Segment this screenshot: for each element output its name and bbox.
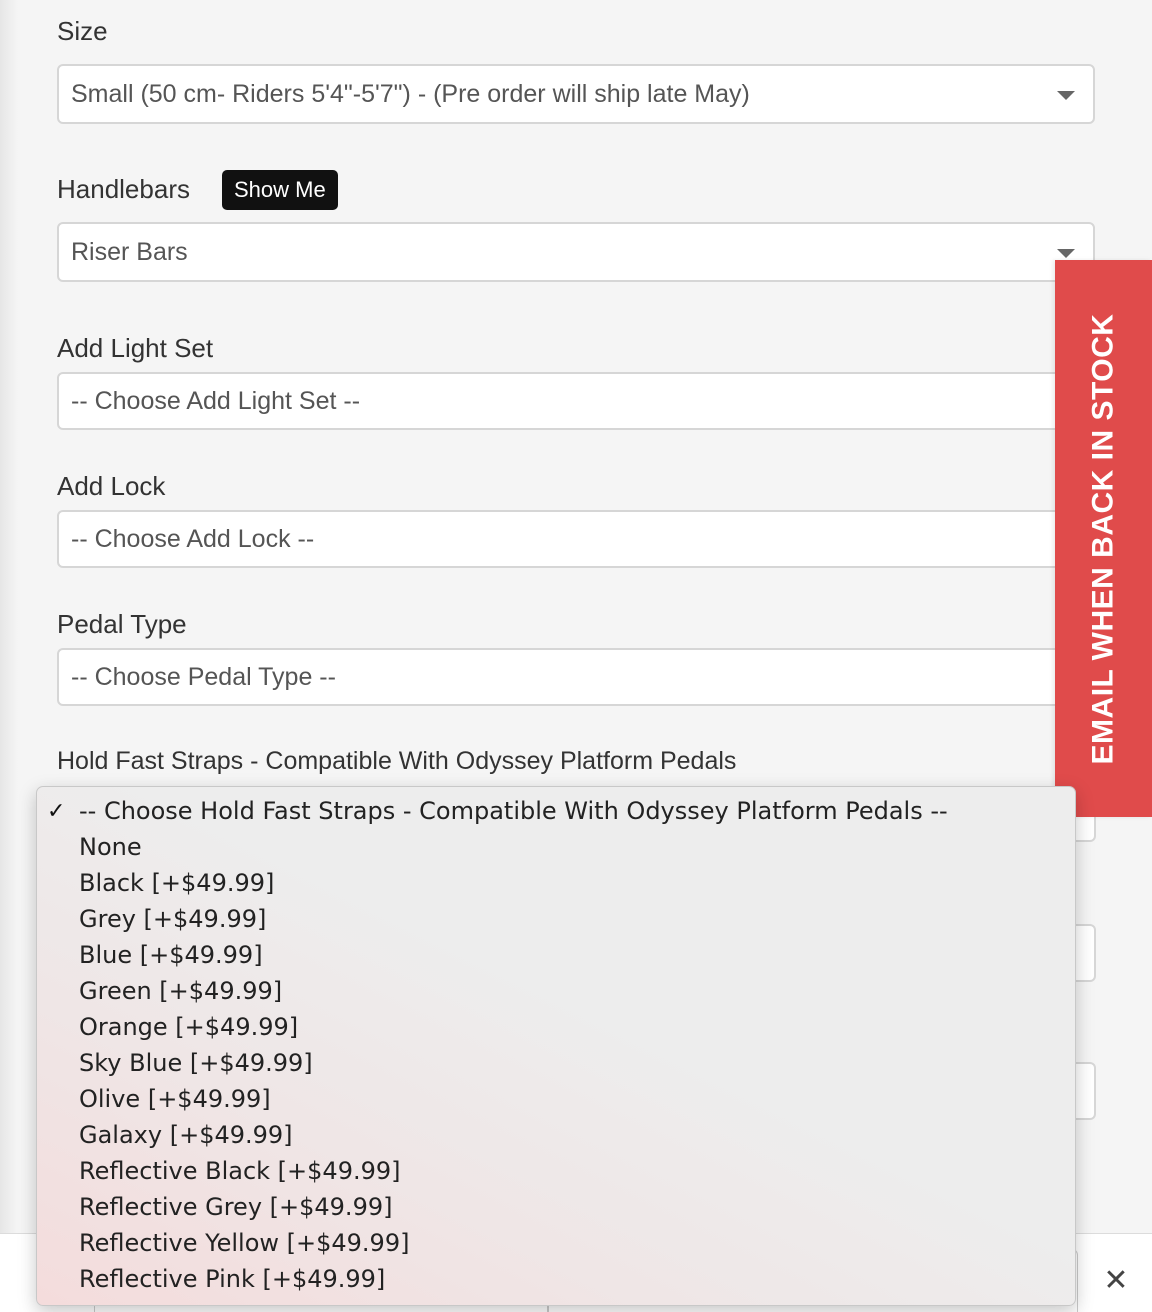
dropdown-option-label: Galaxy [+$49.99] — [79, 1121, 293, 1149]
lock-label: Add Lock — [57, 471, 166, 501]
chevron-down-icon — [1057, 91, 1075, 100]
dropdown-option[interactable] — [37, 1189, 1075, 1225]
dropdown-option-label: Black [+$49.99] — [79, 869, 275, 897]
pedal-type-label: Pedal Type — [57, 609, 187, 639]
handlebars-select-value: Riser Bars — [71, 237, 188, 266]
lock-select[interactable] — [57, 510, 1095, 568]
dropdown-option-label: Grey [+$49.99] — [79, 905, 267, 933]
size-select[interactable] — [57, 64, 1095, 124]
chevron-down-icon — [1057, 249, 1075, 258]
dropdown-option[interactable] — [37, 793, 1075, 829]
dropdown-option-label: Olive [+$49.99] — [79, 1085, 271, 1113]
dropdown-option-label: Orange [+$49.99] — [79, 1013, 299, 1041]
dropdown-option-label: Reflective Grey [+$49.99] — [79, 1193, 393, 1221]
dropdown-option-label: Green [+$49.99] — [79, 977, 283, 1005]
lock-select-value: -- Choose Add Lock -- — [71, 524, 315, 553]
size-select-value: Small (50 cm- Riders 5'4"-5'7") - (Pre order will ship late May) — [71, 79, 750, 108]
email-when-back-in-stock-tab[interactable] — [1055, 260, 1152, 817]
dropdown-option[interactable] — [37, 1117, 1075, 1153]
dropdown-option-label: Reflective Black [+$49.99] — [79, 1157, 401, 1185]
dropdown-option-label: Blue [+$49.99] — [79, 941, 263, 969]
dropdown-option[interactable] — [37, 865, 1075, 901]
dropdown-option[interactable] — [37, 829, 1075, 865]
size-label: Size — [57, 16, 108, 46]
dropdown-option[interactable] — [37, 973, 1075, 1009]
light-set-select-value: -- Choose Add Light Set -- — [71, 386, 361, 415]
handlebars-label: Handlebars — [57, 174, 190, 204]
dropdown-option[interactable] — [37, 1153, 1075, 1189]
hold-fast-label: Hold Fast Straps - Compatible With Odyssey Platform Pedals — [57, 747, 737, 775]
dropdown-option[interactable] — [37, 1081, 1075, 1117]
checkmark-icon: ✓ — [47, 798, 66, 824]
light-set-label: Add Light Set — [57, 333, 214, 363]
page-left-shadow — [0, 0, 18, 1312]
dropdown-option[interactable] — [37, 1261, 1075, 1297]
dropdown-option[interactable] — [37, 1045, 1075, 1081]
dropdown-option-label: -- Choose Hold Fast Straps - Compatible With Odyssey Platform Pedals -- — [79, 797, 948, 825]
email-tab-label: EMAIL WHEN BACK IN STOCK — [1086, 313, 1120, 764]
handlebars-select[interactable] — [57, 222, 1095, 282]
dropdown-option-label: Reflective Yellow [+$49.99] — [79, 1229, 410, 1257]
dropdown-option[interactable] — [37, 937, 1075, 973]
dropdown-option[interactable] — [37, 1009, 1075, 1045]
dropdown-option-label: Reflective Pink [+$49.99] — [79, 1265, 386, 1293]
dropdown-option[interactable] — [37, 901, 1075, 937]
pedal-type-select[interactable] — [57, 648, 1095, 706]
dropdown-option[interactable] — [37, 1225, 1075, 1261]
close-icon[interactable]: ✕ — [1103, 1262, 1129, 1298]
light-set-select[interactable] — [57, 372, 1095, 430]
dropdown-option-label: None — [79, 833, 142, 861]
dropdown-option-label: Sky Blue [+$49.99] — [79, 1049, 313, 1077]
show-me-button[interactable]: Show Me — [222, 170, 338, 210]
hold-fast-dropdown-list[interactable] — [36, 786, 1076, 1306]
pedal-type-select-value: -- Choose Pedal Type -- — [71, 662, 336, 691]
